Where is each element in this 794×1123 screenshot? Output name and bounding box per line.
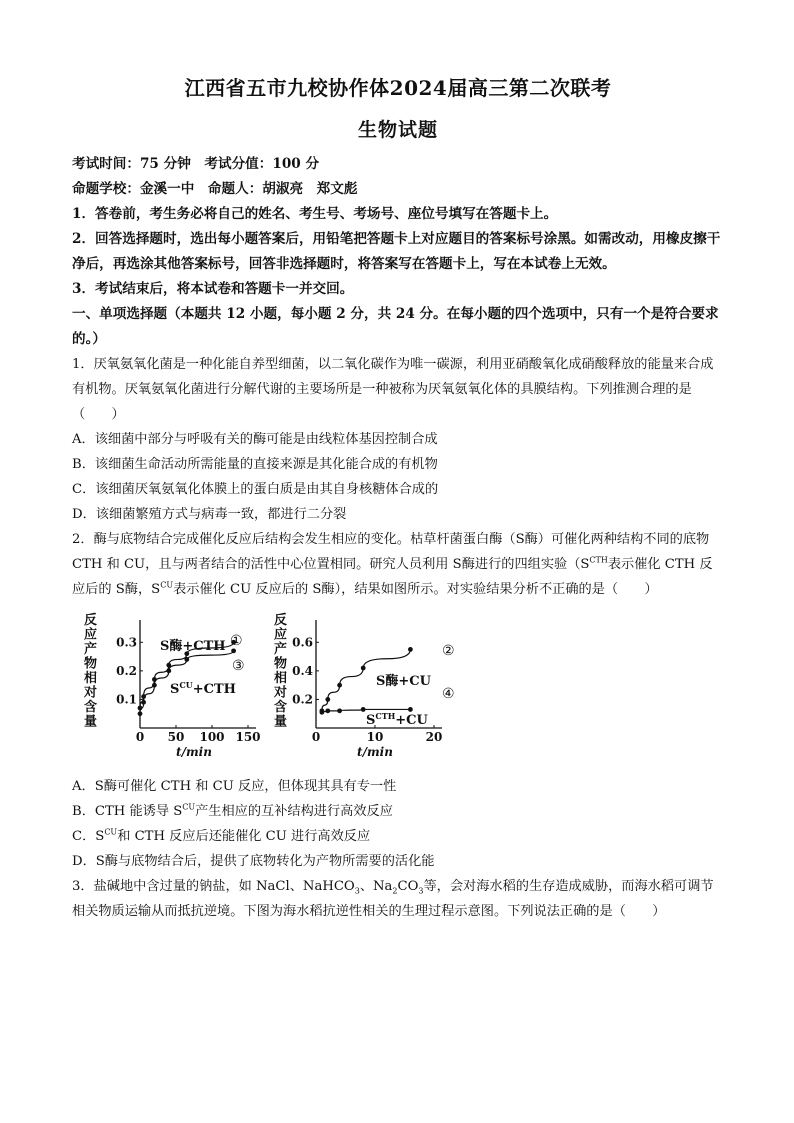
exam-title: 江西省五市九校协作体2024届高三第二次联考: [184, 76, 612, 100]
y-axis-label-char: 反: [274, 613, 288, 628]
series-line-2: [322, 709, 411, 712]
data-point: [166, 668, 171, 673]
exam-page: [72, 64, 724, 924]
data-point: [141, 700, 146, 705]
data-point: [325, 708, 330, 713]
question-1-option-a: A．该细菌中部分与呼吸有关的酶可能是由线粒体基因控制合成: [72, 432, 438, 447]
y-tick-label: 0.6: [292, 635, 313, 650]
y-axis-label-char: 相: [84, 671, 98, 686]
y-tick-label: 0.2: [292, 692, 313, 707]
x-tick-label: 20: [425, 730, 443, 744]
section-1-heading: 一、单项选择题（本题共 12 小题，每小题 2 分，共 24 分。在每小题的四个选项中，只有一个是符合要求的。）: [72, 306, 719, 347]
y-axis-label-char: 反: [84, 613, 98, 628]
x-tick-label: 100: [199, 730, 225, 744]
series-label-4: $S^{CTH}+CU$: [366, 711, 428, 728]
x-axis-label: t/min: [176, 745, 212, 759]
series-label-1: S酶+CTH: [160, 639, 226, 654]
x-tick-label: 0: [135, 730, 145, 744]
y-axis-label-char: 物: [84, 656, 98, 672]
y-axis-label-char: 应: [84, 627, 98, 643]
series-label-3: $S^{CU}+CTH$: [170, 680, 236, 697]
data-point: [337, 708, 342, 713]
chart-left: [82, 610, 272, 770]
x-tick-label: 0: [311, 730, 321, 744]
y-axis-label-char: 含: [274, 700, 288, 715]
series-label-2: S酶+CU: [376, 674, 431, 689]
y-axis-label-char: 量: [84, 714, 98, 730]
series-marker-3: ③: [232, 658, 245, 674]
x-tick-label: 10: [366, 730, 384, 744]
exam-time-line: 考试时间：75 分钟 考试分值：100 分: [72, 156, 320, 172]
y-axis-label-char: 产: [274, 642, 288, 657]
question-2-figure: [72, 610, 724, 770]
x-axis-label: t/min: [357, 745, 393, 759]
y-tick-label: 0.1: [116, 692, 137, 707]
y-tick-label: 0.2: [116, 663, 137, 678]
data-point: [325, 697, 330, 702]
data-point: [337, 683, 342, 688]
x-tick-label: 50: [167, 730, 185, 744]
chart-right: [272, 610, 472, 770]
y-tick-label: 0.3: [116, 635, 137, 650]
data-point: [408, 647, 413, 652]
series-marker-1: ①: [230, 633, 243, 649]
data-point: [152, 683, 157, 688]
question-2-option-a: A．S酶可催化 CTH 和 CU 反应，但体现其具有专一性: [72, 779, 397, 794]
data-point: [184, 657, 189, 662]
x-tick-label: 150: [235, 730, 261, 744]
y-axis-label-char: 量: [274, 714, 288, 730]
y-axis-label-char: 相: [274, 671, 288, 686]
question-1-stem: 1．厌氧氨氧化菌是一种化能自养型细菌，以二氧化碳作为唯一碳源，利用亚硝酸氧化成硝酸释放的能量来合成有机物。厌氧氨氧化菌进行分解代谢的主要场所是一种被称为厌氧氨氧化体的具膜结构。下列推测合理的是（ ）: [72, 357, 714, 422]
question-2-option-c: C．$S^{CU}$和 CTH 反应后还能催化 CU 进行高效反应: [72, 827, 371, 844]
exam-school-line: 命题学校：金溪一中 命题人：胡淑亮 郑文彪: [72, 181, 358, 197]
instruction-1: 1．答卷前，考生务必将自己的姓名、考生号、考场号、座位号填写在答题卡上。: [72, 206, 558, 222]
y-axis-label-char: 对: [84, 685, 98, 701]
data-point: [138, 711, 143, 716]
instruction-3: 3．考试结束后，将本试卷和答题卡一并交回。: [72, 281, 354, 297]
data-point: [231, 648, 236, 653]
question-1-option-d: D．该细菌繁殖方式与病毒一致，都进行二分裂: [72, 507, 347, 522]
series-marker-4: ④: [442, 686, 455, 702]
data-point: [361, 707, 366, 712]
y-axis-label-char: 产: [84, 642, 98, 657]
y-axis-label-char: 对: [274, 685, 288, 701]
data-point: [408, 707, 413, 712]
instruction-2: 2．回答选择题时，选出每小题答案后，用铅笔把答题卡上对应题目的答案标号涂黑。如需改动，用橡皮擦干净后，再选涂其他答案标号，回答非选择题时，将答案写在答题卡上，写在本试卷上无效。: [72, 231, 721, 272]
question-2-option-b: B．CTH 能诱导 $S^{CU}$产生相应的互补结构进行高效反应: [72, 802, 393, 819]
question-1-option-c: C．该细菌厌氧氨氧化体膜上的蛋白质是由其自身核糖体合成的: [72, 482, 439, 497]
question-2-option-d: D．S酶与底物结合后，提供了底物转化为产物所需要的活化能: [72, 854, 435, 869]
exam-subtitle: 生物试题: [357, 119, 438, 141]
y-tick-label: 0.4: [292, 663, 313, 678]
question-2-stem: 2．酶与底物结合完成催化反应后结构会发生相应的变化。枯草杆菌蛋白酶（S酶）可催化两种结构不同的底物 CTH 和 CU，且与两者结合的活性中心位置相同。研究人员利用 S酶进行的四组实验（$S^{CTH}$表示催化 CTH 反应后的 S酶，$S^{CU}$表示催化 CU 反应后的 S酶），结果如图所示。对实验结果分析不正确的是（ ）: [72, 532, 713, 597]
question-3-stem: 3．盐碱地中含过量的钠盐，如 NaCl、NaHCO$_3$、$Na_2CO_3$等，会对海水稻的生存造成威胁，而海水稻可调节相关物质运输从而抵抗逆境。下图为海水稻抗逆性相关的生理过程示意图。下列说法正确的是（ ）: [72, 879, 714, 919]
y-axis-label-char: 含: [84, 700, 98, 715]
y-axis-label-char: 应: [274, 627, 288, 643]
y-axis-label-char: 物: [274, 656, 288, 672]
data-point: [320, 710, 325, 715]
series-marker-2: ②: [442, 643, 455, 659]
question-1-option-b: B．该细菌生命活动所需能量的直接来源是其化能合成的有机物: [72, 457, 438, 472]
data-point: [361, 666, 366, 671]
